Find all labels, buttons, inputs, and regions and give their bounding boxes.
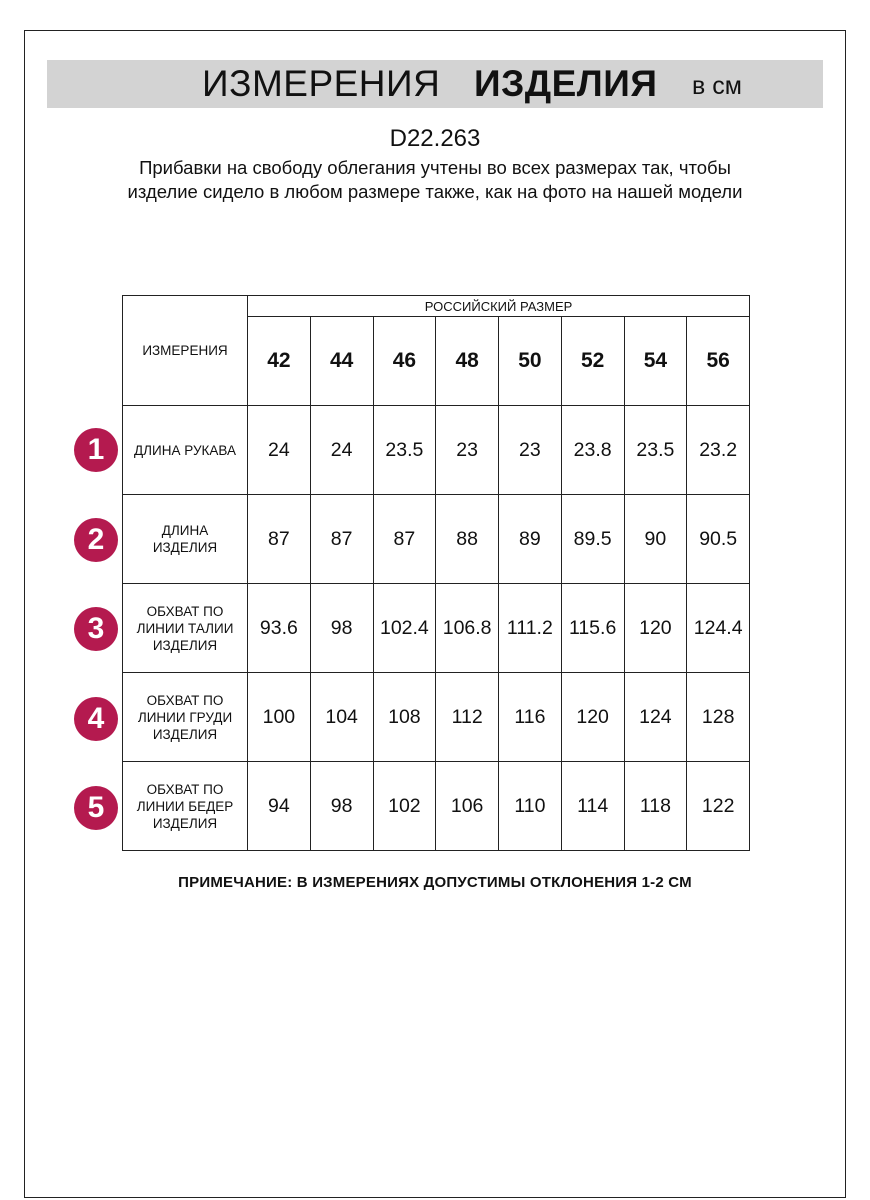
measure-label: [123, 495, 248, 584]
measurement-value: 23.8: [561, 406, 624, 495]
measure-label: [123, 673, 248, 762]
measurement-value: 118: [624, 762, 687, 851]
table-row: [123, 673, 750, 762]
measurement-value: 104: [310, 673, 373, 762]
measurement-value: 24: [310, 406, 373, 495]
measurement-value: 120: [561, 673, 624, 762]
measure-label-line: ОБХВАТ ПО: [146, 603, 224, 619]
size-header: 52: [561, 317, 624, 406]
row-number-badge: 2: [74, 518, 118, 562]
measure-label-line: ИЗДЕЛИЯ: [152, 637, 218, 653]
measure-label: [123, 584, 248, 673]
measurement-value: 112: [436, 673, 499, 762]
measure-label-line: ИЗДЕЛИЯ: [152, 540, 218, 555]
size-header: 50: [499, 317, 562, 406]
measurement-value: 98: [310, 762, 373, 851]
measure-label-line: ИЗДЕЛИЯ: [152, 726, 218, 742]
measurement-value: 110: [499, 762, 562, 851]
table-row: [123, 762, 750, 851]
measurement-value: 24: [248, 406, 311, 495]
measurement-value: 90.5: [687, 495, 750, 584]
row-number-badge: 4: [74, 697, 118, 741]
size-table: [122, 295, 750, 851]
measurement-value: 108: [373, 673, 436, 762]
measurement-value: 124.4: [687, 584, 750, 673]
measure-label: [123, 406, 248, 495]
measure-label: [123, 762, 248, 851]
measure-label-line: ИЗДЕЛИЯ: [152, 815, 218, 831]
measurement-value: 89.5: [561, 495, 624, 584]
size-header: 46: [373, 317, 436, 406]
row-number-badge: 5: [74, 786, 118, 830]
measurement-value: 102: [373, 762, 436, 851]
row-number-badge: 1: [74, 428, 118, 472]
title-measurements: ИЗМЕРЕНИЯ: [202, 63, 441, 104]
measurement-value: 124: [624, 673, 687, 762]
measurement-value: 90: [624, 495, 687, 584]
measure-label-line: ОБХВАТ ПО: [146, 781, 224, 797]
measurement-value: 100: [248, 673, 311, 762]
title-unit: в см: [692, 72, 742, 100]
intro-text: Прибавки на свободу облегания учтены во всех размерах так, чтобы изделие сидело в любом размере также, как на фото на нашей модели: [127, 157, 743, 202]
measurement-value: 23: [436, 406, 499, 495]
measurement-value: 120: [624, 584, 687, 673]
measurement-value: 115.6: [561, 584, 624, 673]
note-text: ПРИМЕЧАНИЕ: В ИЗМЕРЕНИЯХ ДОПУСТИМЫ ОТКЛОНЕНИЯ 1-2 СМ: [178, 874, 692, 891]
article-number: D22.263: [389, 125, 481, 152]
measure-label-line: ДЛИНА РУКАВА: [134, 442, 236, 458]
size-header: 44: [310, 317, 373, 406]
measurement-value: 89: [499, 495, 562, 584]
size-header: 42: [248, 317, 311, 406]
region-header: РОССИЙСКИЙ РАЗМЕР: [248, 296, 750, 317]
measurement-value: 23.5: [624, 406, 687, 495]
title-product: ИЗДЕЛИЯ: [474, 63, 658, 104]
size-header: 56: [687, 317, 750, 406]
measurement-value: 94: [248, 762, 311, 851]
measurement-value: 98: [310, 584, 373, 673]
measurement-value: 93.6: [248, 584, 311, 673]
table-row: [123, 584, 750, 673]
measure-label-line: ОБХВАТ ПО: [146, 692, 224, 708]
measurement-value: 87: [310, 495, 373, 584]
measure-header: ИЗМЕРЕНИЯ: [123, 296, 248, 406]
table-row: [123, 495, 750, 584]
size-header: 48: [436, 317, 499, 406]
measure-label-line: ЛИНИИ БЕДЕР: [136, 798, 234, 814]
measure-label-line: ДЛИНА: [161, 523, 209, 538]
measurement-value: 23.2: [687, 406, 750, 495]
measurement-value: 106: [436, 762, 499, 851]
measurement-value: 106.8: [436, 584, 499, 673]
table-row: [123, 406, 750, 495]
measure-label-line: ЛИНИИ ТАЛИИ: [136, 620, 234, 636]
measurement-value: 87: [373, 495, 436, 584]
measurement-value: 116: [499, 673, 562, 762]
measurement-value: 23.5: [373, 406, 436, 495]
measurement-value: 114: [561, 762, 624, 851]
measurement-value: 122: [687, 762, 750, 851]
measurement-value: 87: [248, 495, 311, 584]
measure-label-line: ЛИНИИ ГРУДИ: [137, 709, 233, 725]
row-number-badge: 3: [74, 607, 118, 651]
measurement-value: 111.2: [499, 584, 562, 673]
measurement-value: 88: [436, 495, 499, 584]
measurement-value: 23: [499, 406, 562, 495]
size-header: 54: [624, 317, 687, 406]
measurement-value: 102.4: [373, 584, 436, 673]
measurement-value: 128: [687, 673, 750, 762]
